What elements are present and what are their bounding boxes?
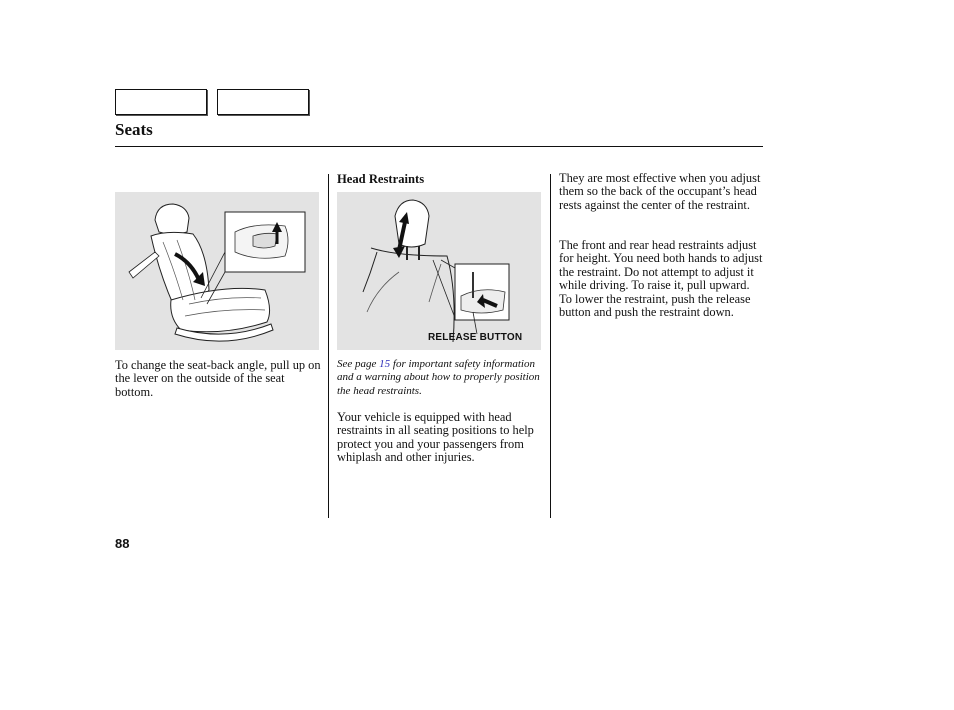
head-restraints-paragraph: Your vehicle is equipped with head restraints in all seating positions to help protect you and your passengers from whiplash and other injuries. (337, 410, 534, 465)
nav-tab-main-menu[interactable] (115, 89, 207, 115)
nav-tab-index[interactable] (217, 89, 309, 115)
safety-note-suffix: for important safety information and a warning about how to properly position the head restraints. (337, 358, 540, 397)
column-divider-left (328, 174, 329, 518)
page-number: 88 (115, 536, 130, 551)
page-15-link[interactable]: 15 (379, 358, 391, 370)
title-divider (115, 146, 763, 147)
effectiveness-paragraph: They are most effective when you adjust them so the back of the occupant’s head rests against the center of the restraint. (559, 171, 761, 212)
head-restraint-icon (337, 192, 541, 350)
safety-note-prefix: See page (337, 358, 380, 370)
release-button-label: RELEASE BUTTON (428, 332, 523, 343)
head-restraint-figure (337, 192, 541, 350)
page-title: Seats (115, 120, 153, 139)
column-divider-right (550, 174, 551, 518)
seat-recline-figure (115, 192, 319, 350)
adjustment-paragraph: The front and rear head restraints adjust for height. You need both hands to adjust the restraint. Do not attempt to adjust it while driving. To raise it, pull upward. To lower the restraint, push the release button and push the restraint down. (559, 238, 763, 320)
head-restraints-heading: Head Restraints (337, 172, 425, 186)
seat-recline-icon (115, 192, 319, 350)
seat-back-paragraph: To change the seat-back angle, pull up on the lever on the outside of the seat bottom. (115, 358, 321, 399)
safety-note (337, 358, 547, 398)
